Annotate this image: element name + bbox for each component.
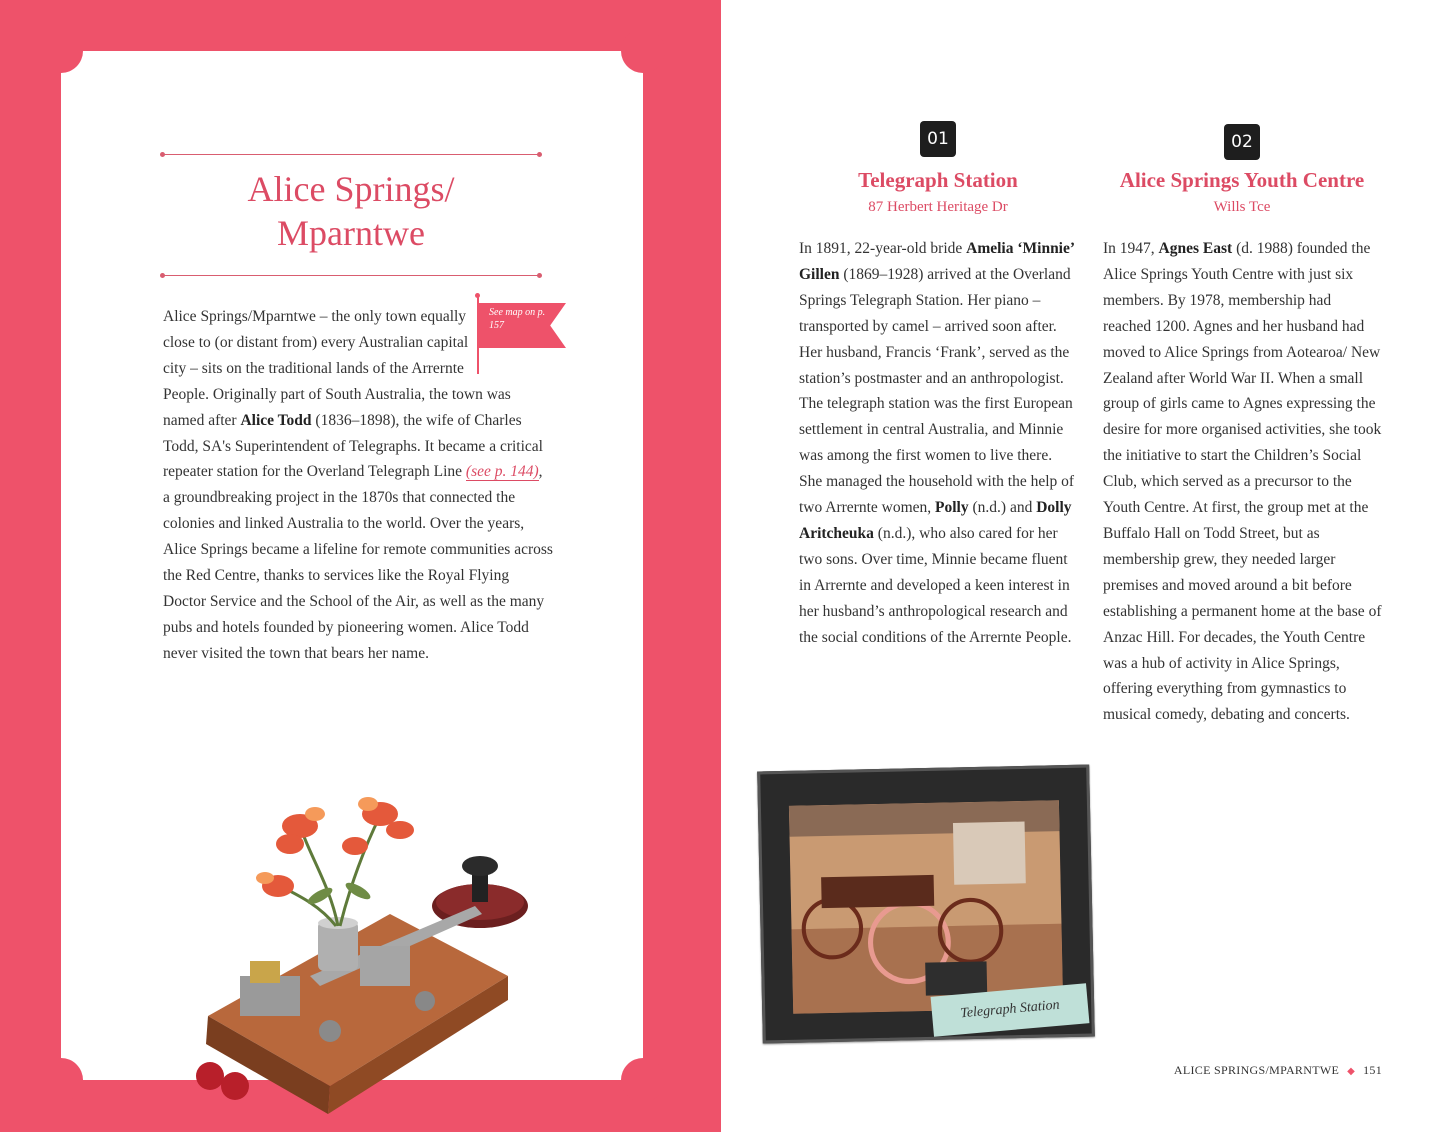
photo-caption: Telegraph Station <box>931 983 1090 1036</box>
telegraph-key-illustration <box>190 786 530 1116</box>
entry-number-badge: 02 <box>1224 124 1260 160</box>
title-rule-bottom <box>163 275 539 276</box>
page-number: 151 <box>1363 1063 1382 1077</box>
map-reference-label: See map on p. 157 <box>489 307 546 331</box>
left-page <box>0 0 721 1132</box>
intro-text <box>163 304 553 667</box>
telegraph-station-photo <box>789 800 1063 1014</box>
entry-address: 87 Herbert Heritage Dr <box>868 199 1008 215</box>
page-cross-reference[interactable]: (see p. 144) <box>465 463 539 481</box>
map-reference-flag[interactable] <box>477 296 571 372</box>
entry-text-youth-centre: In 1947, Agnes East (d. 1988) founded the Alice Springs Youth Centre with just six members. By 1978, membership had reached 1200. Agnes and her husband had moved to Alice Springs from Aotearoa/ New Zealand after World War II. When a small group of girls came to Agnes expressing the desire for more organised activities, she took the initiative to start the Children’s Social Club, which served as a precursor to the Youth Centre. At first, the group met at the Buffalo Hall on Todd Street, but as membership grew, they needed larger premises and moved around a bit before establishing a permanent home at the base of Anzac Hill. For decades, the Youth Centre was a hub of activity in Alice Springs, offering everything from gymnastics to musical comedy, debating and concerts. <box>1103 240 1382 724</box>
card-notch <box>39 29 83 73</box>
entry-text-telegraph-station: In 1891, 22-year-old bride Amelia ‘Minnie’ Gillen (1869–1928) arrived at the Overland Springs Telegraph Station. Her piano – transported by camel – arrived soon after. Her husband, Francis ‘Frank’, served as the station’s postmaster and an anthropologist. The telegraph station was the first European settlement in central Australia, and Minnie was among the first women to live there. She managed the household with the help of two Arrernte women, Polly (n.d.) and Dolly Aritcheuka (n.d.), who also cared for her two sons. Over time, Minnie became fluent in Arrernte and developed a keen interest in her husband’s anthropological research and the social conditions of the Arrernte People. <box>799 240 1075 646</box>
entry-address: Wills Tce <box>1213 199 1271 215</box>
diamond-icon: ◆ <box>1347 1066 1356 1077</box>
card-notch <box>39 1058 83 1102</box>
chapter-title: Alice Springs/ Mparntwe <box>247 169 455 253</box>
highlighted-name: Alice Todd <box>240 411 312 429</box>
title-rule-top <box>163 154 539 155</box>
entry-title: Alice Springs Youth Centre <box>1119 168 1365 192</box>
card-notch <box>621 1058 665 1102</box>
intro-text-segment: , a groundbreaking project in the 1870s that connected the colonies and linked Australia to the world. Over the years, Alice Springs became a lifeline for remote communities across the Red Centre, thanks to services like the Royal Flying Doctor Service and the School of the Air, as well as the many pubs and hotels founded by pioneering women. Alice Todd never visited the town that bears her name. <box>163 463 553 662</box>
card-notch <box>621 29 665 73</box>
running-header: ALICE SPRINGS/MPARNTWE <box>1173 1063 1340 1077</box>
entry-title: Telegraph Station <box>858 168 1018 192</box>
intro-text-segment: Alice Springs/Mparntwe – the only town equally close to (or distant from) every Australian capital city – sits on the traditional lands of the Arrernte People. Originally part of South Australia, the town was named after <box>163 308 511 429</box>
page-footer <box>1174 1063 1382 1078</box>
entry-number-badge: 01 <box>920 121 956 157</box>
intro-text-segment: (1836–1898), the wife of Charles Todd, SA's Superintendent of Telegraphs. It became a critical repeater station for the Overland Telegraph Line <box>163 411 543 481</box>
